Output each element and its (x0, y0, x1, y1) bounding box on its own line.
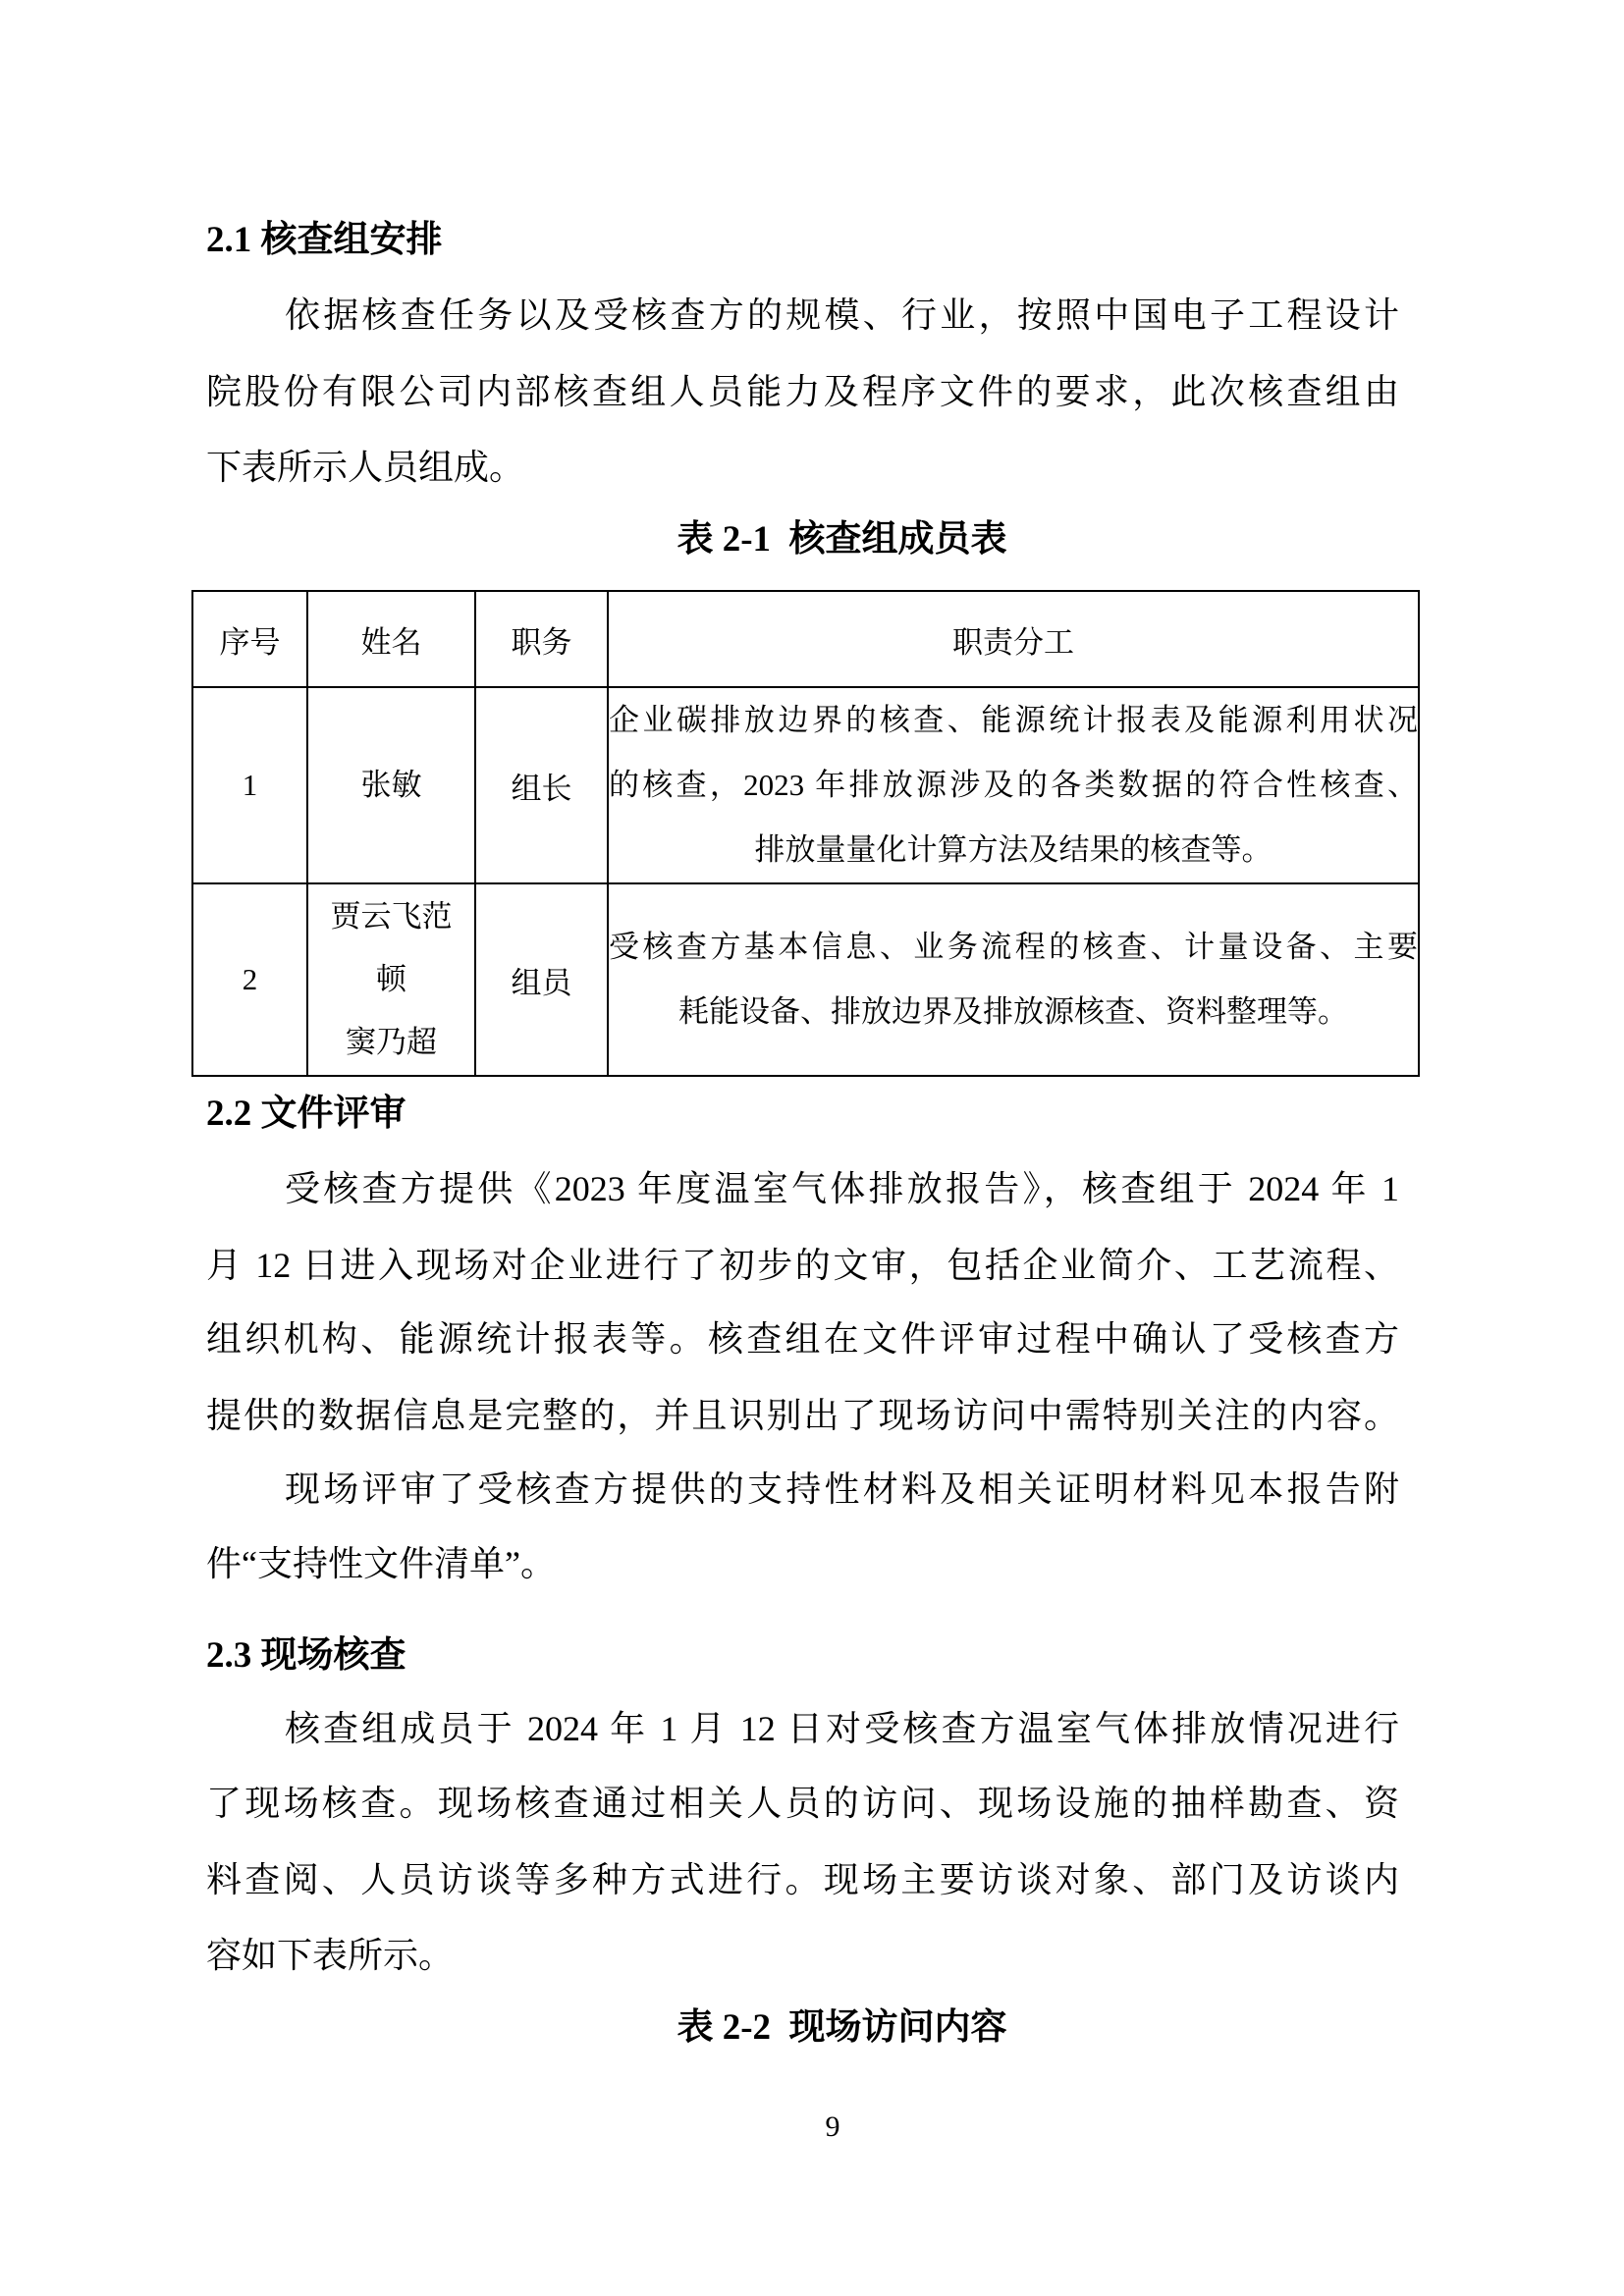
section-heading-2-2: 2.2 文件评审 (206, 1094, 406, 1134)
paragraph-line: 依据核查任务以及受核查方的规模、行业，按照中国电子工程设计 (285, 295, 1399, 335)
name-cell (307, 687, 475, 883)
table-header-row (192, 591, 1419, 687)
name-line: 顿 (376, 962, 406, 996)
name-line: 张敏 (360, 768, 422, 802)
paragraph-line: 院股份有限公司内部核查组人员能力及程序文件的要求，此次核查组由 (206, 372, 1399, 411)
row-number-cell: 2 (192, 883, 307, 1076)
section-heading-2-1: 2.1 核查组安排 (206, 220, 443, 260)
paragraph-line: 了现场核查。现场核查通过相关人员的访问、现场设施的抽样勘查、资 (206, 1784, 1399, 1823)
duty-line: 企业碳排放边界的核查、能源统计报表及能源利用状况 (609, 703, 1418, 737)
name-line: 窦乃超 (346, 1025, 437, 1059)
paragraph-line: 现场评审了受核查方提供的支持性材料及相关证明材料见本报告附 (285, 1469, 1399, 1509)
paragraph-line: 提供的数据信息是完整的，并且识别出了现场访问中需特别关注的内容。 (206, 1396, 1399, 1435)
duty-line: 的核查，2023 年排放源涉及的各类数据的符合性核查、 (609, 768, 1418, 802)
duty-line: 耗能设备、排放边界及排放源核查、资料整理等。 (678, 994, 1348, 1029)
table-header-cell: 序号 (192, 591, 307, 687)
table-caption-2-1: 表 2-1 核查组成员表 (677, 519, 1007, 560)
row-number-cell: 1 (192, 687, 307, 883)
page-number: 9 (825, 2110, 840, 2143)
paragraph-line: 容如下表所示。 (206, 1936, 455, 1975)
duty-line: 受核查方基本信息、业务流程的核查、计量设备、主要 (609, 930, 1418, 964)
duty-line: 排放量量化计算方法及结果的核查等。 (754, 832, 1272, 867)
name-cell (307, 883, 475, 1076)
paragraph-line: 料查阅、人员访谈等多种方式进行。现场主要访谈对象、部门及访谈内 (206, 1860, 1399, 1899)
paragraph-line: 组织机构、能源统计报表等。核查组在文件评审过程中确认了受核查方 (206, 1319, 1399, 1359)
table-row (192, 883, 1419, 1076)
table-header-cell: 职责分工 (608, 591, 1419, 687)
table-header-cell: 姓名 (307, 591, 475, 687)
paragraph-line: 件“支持性文件清单”。 (206, 1544, 556, 1583)
paragraph-line: 核查组成员于 2024 年 1 月 12 日对受核查方温室气体排放情况进行 (285, 1709, 1399, 1748)
role-cell: 组员 (475, 883, 608, 1076)
duty-cell (608, 883, 1419, 1076)
section-heading-2-3: 2.3 现场核查 (206, 1635, 406, 1676)
table-caption-2-2: 表 2-2 现场访问内容 (677, 2007, 1007, 2048)
role-cell: 组长 (475, 687, 608, 883)
team-members-table (191, 590, 1420, 1077)
table-header-cell: 职务 (475, 591, 608, 687)
paragraph-line: 下表所示人员组成。 (206, 448, 525, 487)
table-row (192, 687, 1419, 883)
paragraph-line: 月 12 日进入现场对企业进行了初步的文审，包括企业简介、工艺流程、 (206, 1246, 1399, 1285)
duty-cell (608, 687, 1419, 883)
paragraph-line: 受核查方提供《2023 年度温室气体排放报告》，核查组于 2024 年 1 (285, 1169, 1399, 1208)
name-line: 贾云飞范 (330, 899, 453, 934)
